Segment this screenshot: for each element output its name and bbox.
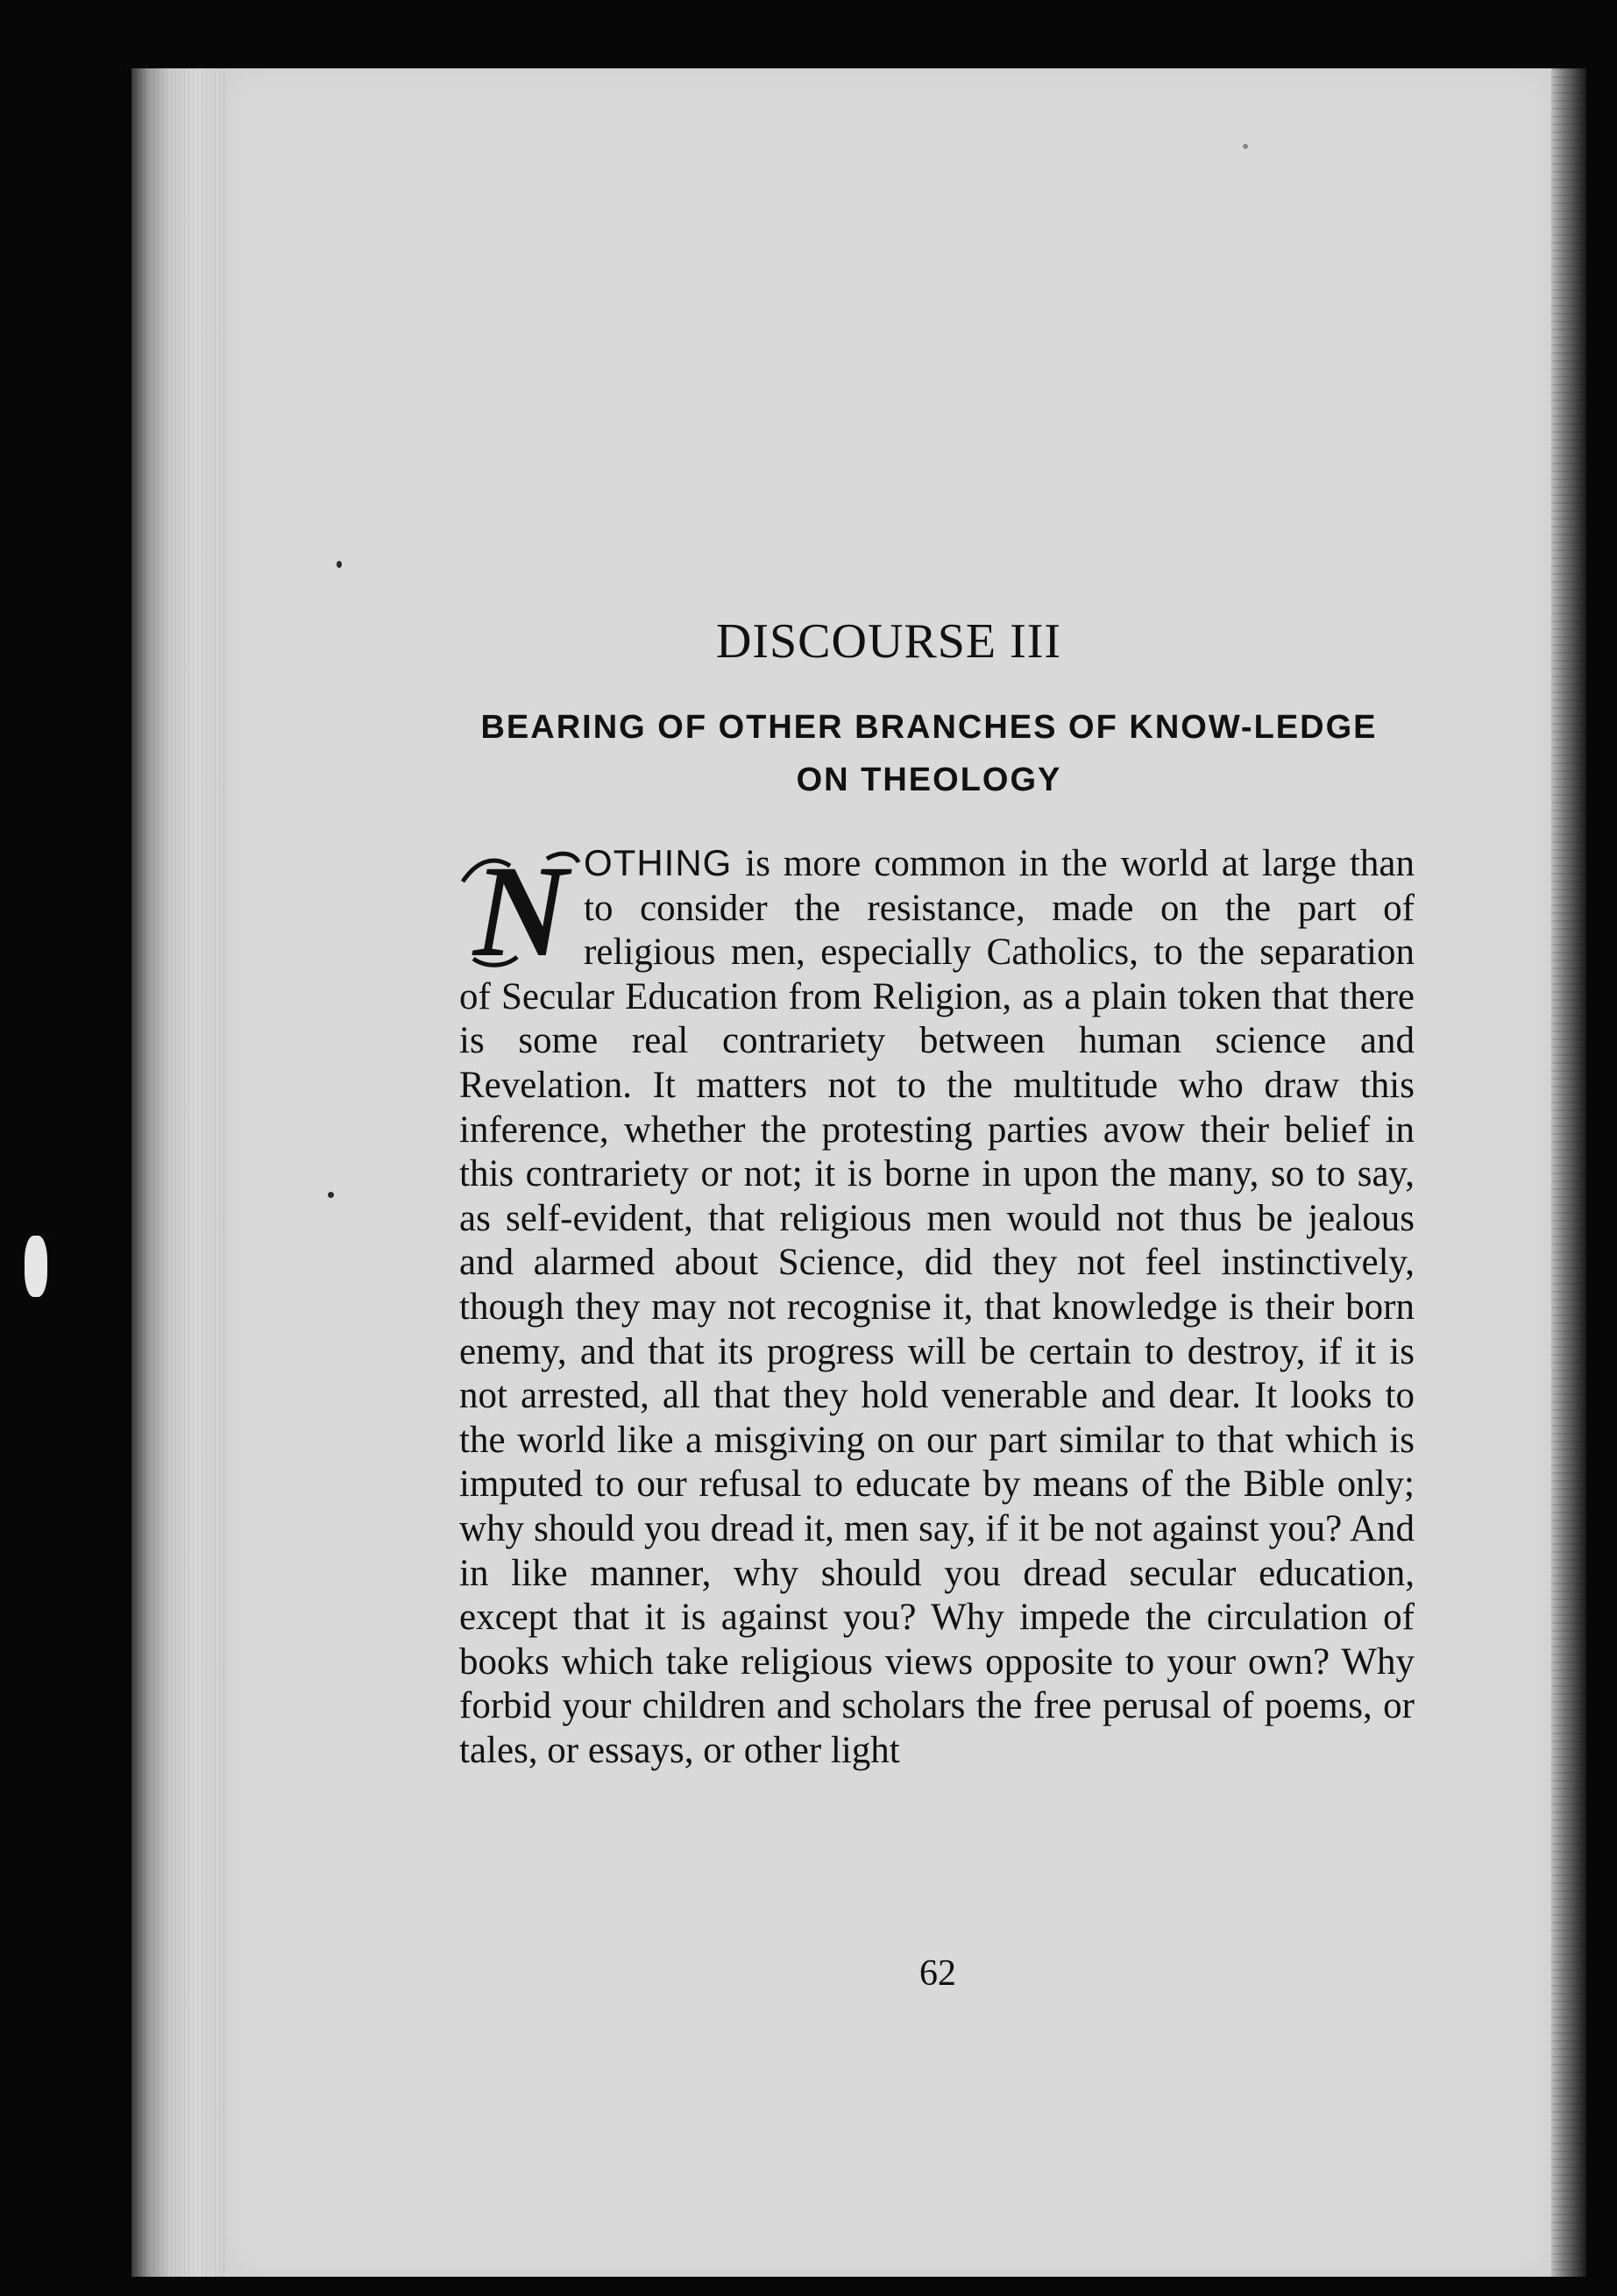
lead-word: OTHING [584,842,733,883]
scan-speck [1243,144,1248,149]
scan-speck [328,1192,334,1198]
page-subtitle: BEARING OF OTHER BRANCHES OF KNOW-LEDGE ON THEOLOGY [480,709,1378,798]
drop-cap-space [459,841,584,968]
body-paragraph [459,841,1415,1773]
paragraph-text: is more common in the world at large than to consider the resistance, made on the part of religious men, especially Catholics, to the separation of Secular Education from Religion, as a plain token that there is some real contrariety between human science and Revelation. It matters not to the multitude who draw this inference, whether the protesting parties avow their belief in this contrariety or not; it is borne in upon the many, so to say, as self-evident, that religious men would not thus be jealous and alarmed about Science, did they not feel instinctively, though they may not recognise it, that knowledge is their born enemy, and that its progress will be certain to destroy, if it is not arrested, all that they hold venerable and dear. It looks to the world like a misgiving on our part similar to that which is imputed to our refusal to educate by means of the Bible only; why should you dread it, men say, if it be not against you? And in like manner, why should you dread secular education, except that it is against you? Why impede the circulation of books which take religious views opposite to your own? Why forbid your children and scholars the free perusal of poems, or tales, or essays, or other light [459,843,1415,1771]
book-spine-edge [131,68,226,2277]
scan-speck [337,561,342,568]
drop-cap-glyph: N [472,843,569,970]
page-title: DISCOURSE III [715,614,1062,669]
page-number: 62 [919,1953,956,1994]
scan-speck [25,1236,47,1297]
book-right-edge [1551,68,1586,2277]
